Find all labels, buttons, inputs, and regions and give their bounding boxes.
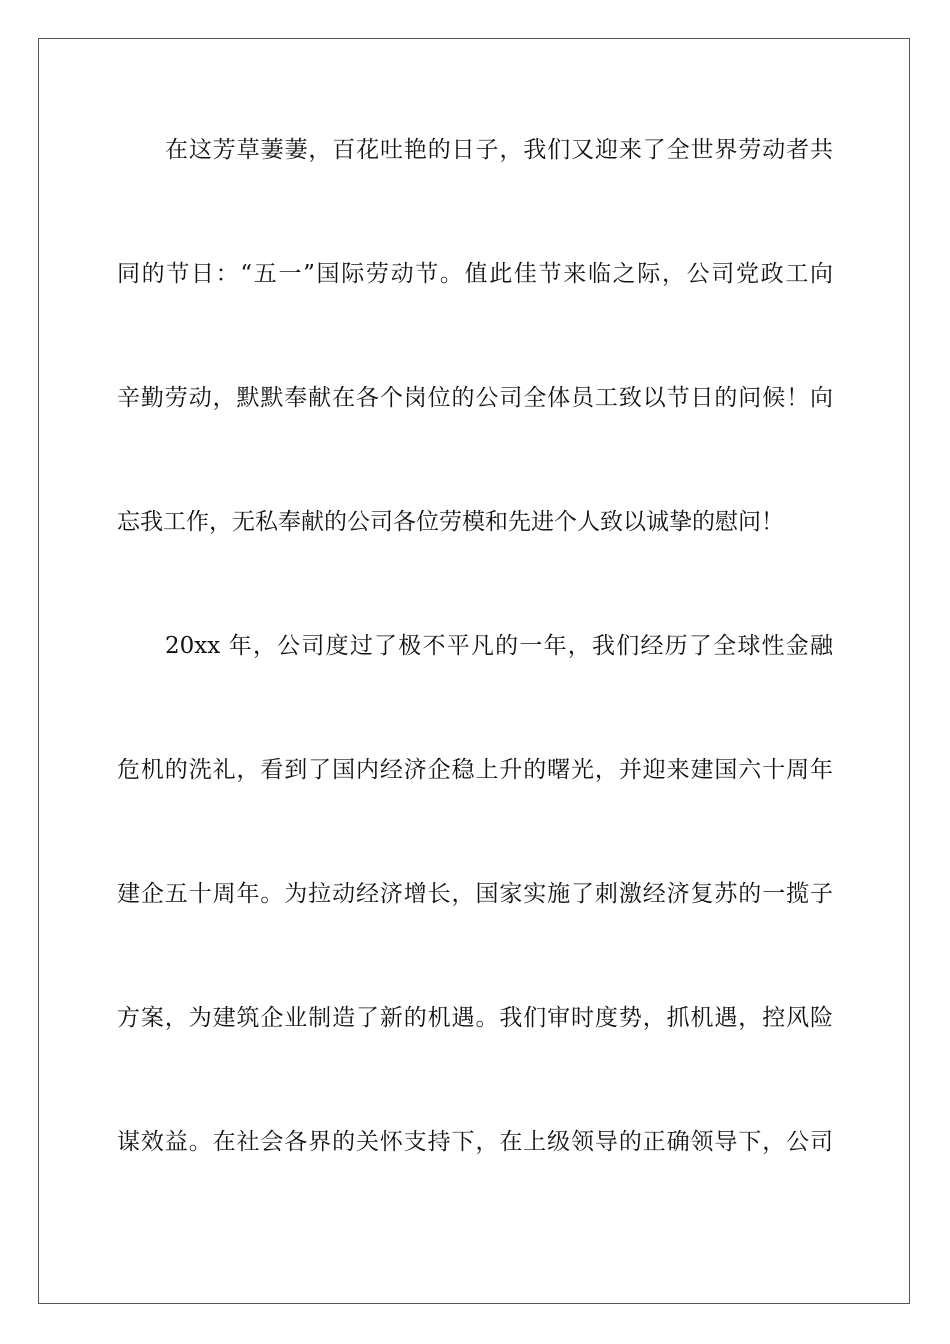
paragraph-2-line-1: 20xx 年，公司度过了极不平凡的一年，我们经历了全球性金融 (165, 633, 833, 659)
paragraph-2-line-3: 建企五十周年。为拉动经济增长，国家实施了刺激经济复苏的一揽子 (117, 881, 833, 907)
paragraph-1-line-4: 忘我工作，无私奉献的公司各位劳模和先进个人致以诚挚的慰问！ (117, 509, 784, 535)
paragraph-2-line-2: 危机的洗礼，看到了国内经济企稳上升的曙光，并迎来建国六十周年 (117, 757, 833, 783)
paragraph-2-line-5: 谋效益。在社会各界的关怀支持下，在上级领导的正确领导下，公司 (117, 1129, 833, 1155)
document-page (38, 38, 910, 1304)
paragraph-1-line-1: 在这芳草萋萋，百花吐艳的日子，我们又迎来了全世界劳动者共 (165, 137, 833, 163)
paragraph-2-line-4: 方案，为建筑企业制造了新的机遇。我们审时度势，抓机遇，控风险 (117, 1005, 833, 1031)
paragraph-1-line-3: 辛勤劳动，默默奉献在各个岗位的公司全体员工致以节日的问候！向 (117, 385, 833, 411)
paragraph-1-line-2: 同的节日：“五一”国际劳动节。值此佳节来临之际，公司党政工向 (117, 261, 833, 287)
